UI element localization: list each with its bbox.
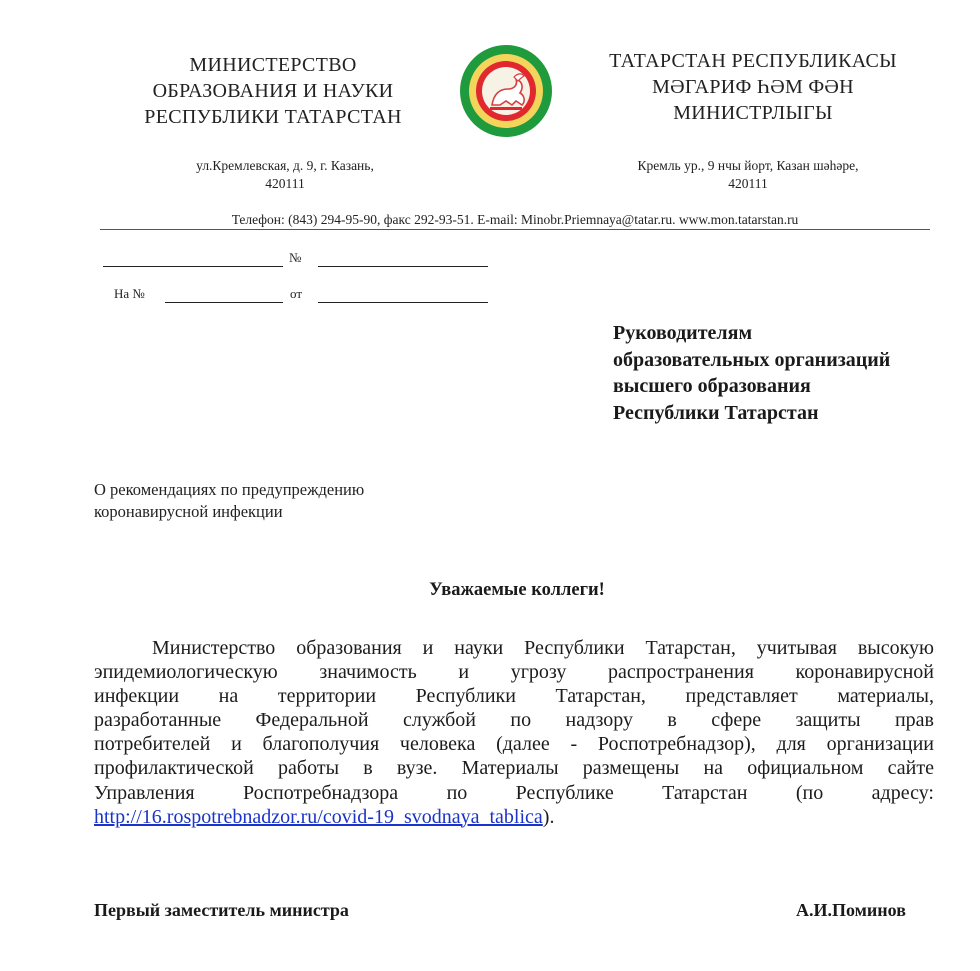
signatory-name: А.И.Поминов: [796, 900, 906, 920]
address-ru: [150, 157, 420, 193]
outgoing-date-line: [103, 266, 283, 267]
rospotrebnadzor-link[interactable]: http://16.rospotrebnadzor.ru/covid-19_svodnaya_tablica: [94, 805, 543, 828]
from-label: от: [290, 286, 303, 301]
reference-date-line: [318, 302, 488, 303]
signatory-title: Первый заместитель министра: [94, 900, 349, 920]
subject-line: коронавирусной инфекции: [94, 502, 283, 521]
body-line: инфекции на территории Республики Татарстан, представляет материалы,: [94, 685, 934, 708]
recipient-line: образовательных организаций: [613, 348, 891, 371]
ministry-name-tt-line: ТАТАРСТАН РЕСПУБЛИКАСЫ: [609, 50, 897, 72]
link-suffix: ).: [542, 805, 555, 828]
emblem-icon: [456, 43, 556, 139]
address-tt-line: Кремль ур., 9 нчы йорт, Казан шәһәре,: [637, 158, 859, 173]
reference-number-line: [165, 302, 283, 303]
body-line: эпидемиологическую значимость и угрозу распространения коронавирусной: [94, 661, 934, 684]
recipient-line: высшего образования: [613, 375, 811, 397]
ministry-name-tt: [578, 48, 928, 126]
tatarstan-emblem: [456, 43, 556, 139]
outgoing-number-line: [318, 266, 488, 267]
address-tt-postcode: 420111: [728, 176, 768, 191]
greeting: Уважаемые коллеги!: [429, 580, 605, 600]
ministry-name-tt-line: МӘГАРИФ ҺӘМ ФӘН: [652, 76, 854, 98]
reference-label: На №: [114, 286, 145, 301]
header-divider: [100, 229, 930, 230]
body-line: профилактической работы в вузе. Материалы размещены на официальном сайте: [94, 757, 934, 780]
address-ru-postcode: 420111: [265, 176, 305, 191]
body-line: разработанные Федеральной службой по надзору в сфере защиты прав: [94, 709, 934, 732]
ministry-name-ru-line: ОБРАЗОВАНИЯ И НАУКИ: [152, 80, 394, 102]
body-line: потребителей и благополучия человека (далее - Роспотребнадзор), для организации: [94, 733, 934, 756]
letter-subject: [94, 479, 474, 523]
ministry-name-ru-line: РЕСПУБЛИКИ ТАТАРСТАН: [144, 106, 402, 128]
address-ru-line: ул.Кремлевская, д. 9, г. Казань,: [196, 158, 374, 173]
body-line: Министерство образования и науки Республики Татарстан, учитывая высокую: [152, 637, 934, 659]
subject-line: О рекомендациях по предупреждению: [94, 480, 365, 499]
recipient-block: [613, 320, 973, 426]
contacts-line: Телефон: (843) 294-95-90, факс 292-93-51. E-mail: Minobr.Priemnaya@tatar.ru. www.mon.tatarstan.ru: [231, 212, 799, 227]
body-line: Управления Роспотребнадзора по Республике Татарстан (по адресу:: [94, 781, 934, 804]
number-label: №: [289, 250, 302, 265]
ministry-name-ru-line: МИНИСТЕРСТВО: [189, 54, 357, 76]
ministry-name-tt-line: МИНИСТРЛЫГЫ: [673, 102, 833, 124]
ministry-name-ru: [118, 52, 428, 130]
letter-body: [94, 636, 934, 829]
body-last-line: [94, 805, 934, 829]
recipient-line: Республики Татарстан: [613, 401, 819, 424]
address-tt: [598, 157, 898, 193]
recipient-line: Руководителям: [613, 322, 753, 344]
